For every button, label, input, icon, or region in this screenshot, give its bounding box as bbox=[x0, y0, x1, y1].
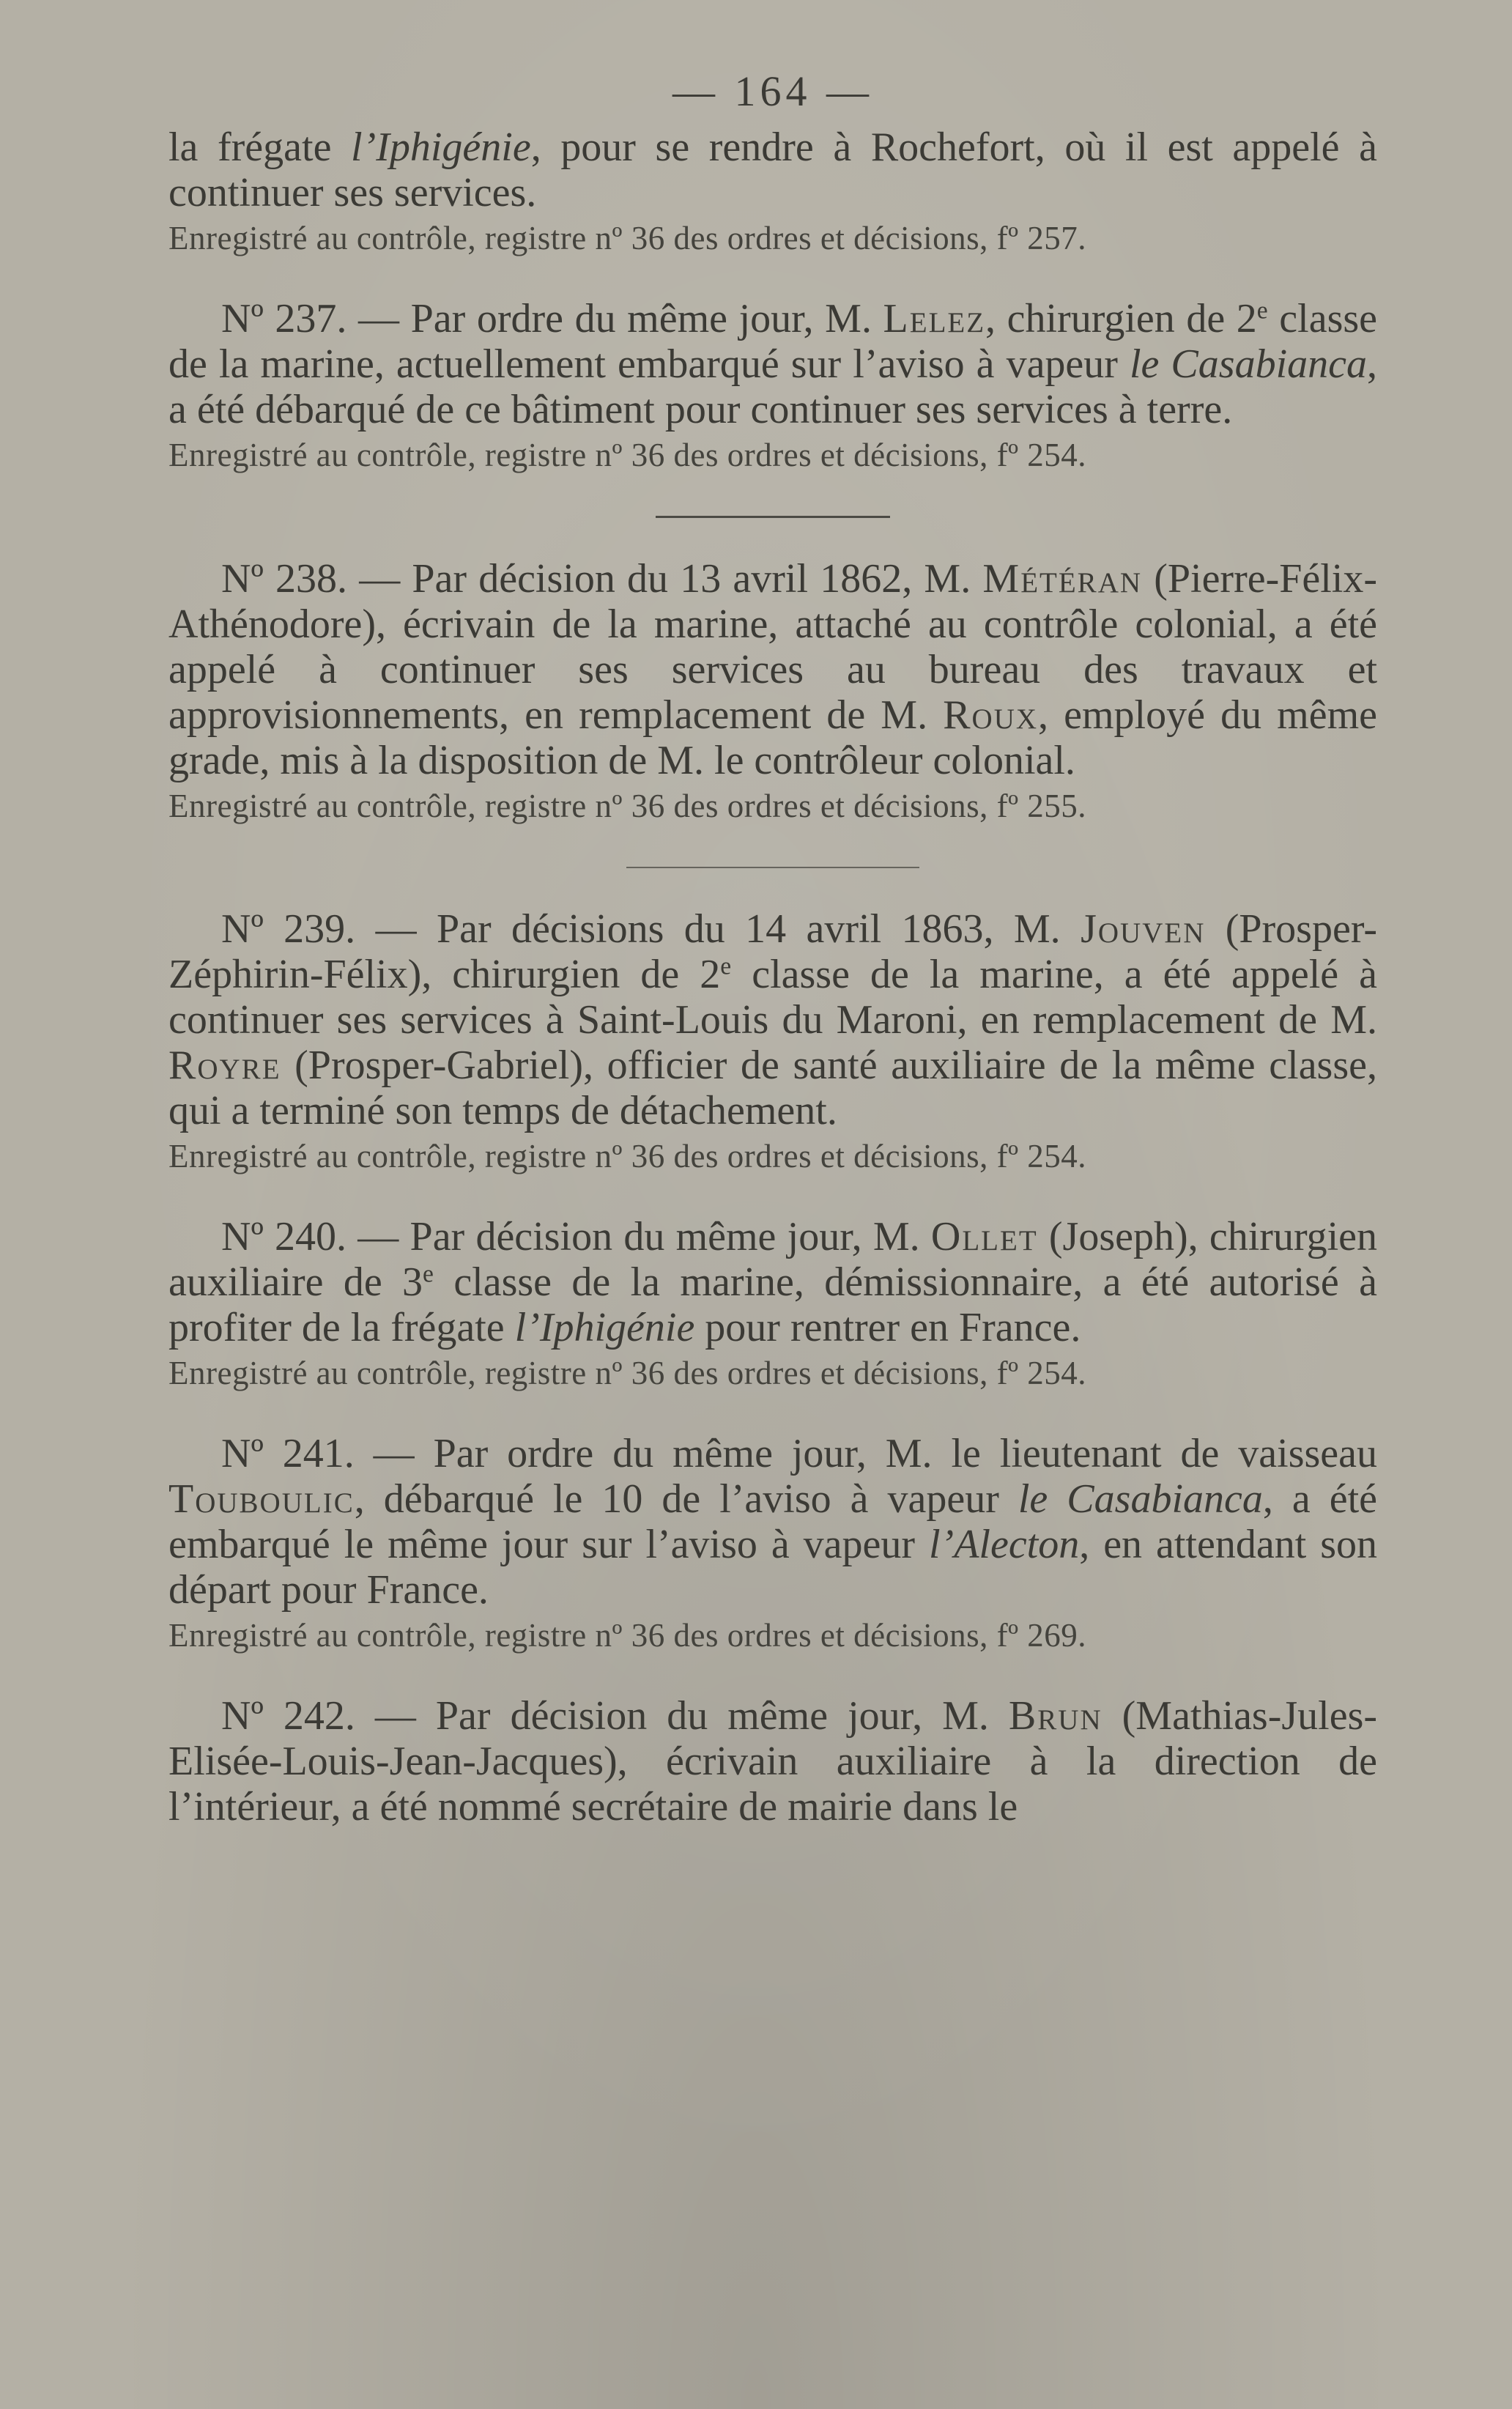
text-run: — Par décision du même jour, M. bbox=[346, 1214, 931, 1259]
superscript: e bbox=[720, 952, 732, 980]
text-run: , en attendant son départ pour France. bbox=[168, 1522, 1378, 1613]
entry-240 bbox=[168, 1214, 1377, 1350]
text-run: , pour se rendre à Rochefort, où il est appelé à continuer ses services. bbox=[168, 125, 1377, 215]
text-run: (Pierre-Félix-Athénodore), écrivain de la marine, attaché au contrôle colonial, a été appelé à continuer ses services au bureau des travaux et approvisionnements, en remplacement de M. bbox=[168, 556, 1377, 738]
person-name: Ollet bbox=[930, 1214, 1038, 1259]
person-name: Royre bbox=[168, 1043, 281, 1088]
person-name: Lelez bbox=[883, 296, 986, 341]
superscript: e bbox=[1256, 297, 1268, 325]
text-run: — Par décision du 13 avril 1862, M. bbox=[347, 556, 983, 602]
text-run: classe de la marine, actuellement embarqué sur l’aviso à vapeur bbox=[168, 296, 1378, 387]
entry-242 bbox=[168, 1693, 1377, 1829]
entry-number: Nº 239. bbox=[221, 906, 356, 952]
superscript: e bbox=[423, 1260, 434, 1288]
text-run: la frégate bbox=[168, 125, 352, 170]
ship-name: l’Iphigénie bbox=[351, 125, 531, 170]
registration-note: Enregistré au contrôle, registre nº 36 des ordres et décisions, fº 257. bbox=[168, 220, 1087, 256]
entry-number: Nº 242. bbox=[221, 1693, 355, 1739]
ship-name: l’Iphigénie bbox=[514, 1305, 695, 1350]
person-name: Brun bbox=[1008, 1693, 1102, 1739]
person-name: Jouven bbox=[1081, 906, 1206, 952]
person-name: Roux bbox=[943, 692, 1039, 738]
registration-note: Enregistré au contrôle, registre nº 36 des ordres et décisions, fº 254. bbox=[168, 1138, 1087, 1174]
text-run: , employé du même grade, mis à la disposition de M. le contrôleur colonial. bbox=[168, 692, 1377, 783]
entry-241 bbox=[168, 1431, 1377, 1613]
registration-note: Enregistré au contrôle, registre nº 36 des ordres et décisions, fº 254. bbox=[168, 437, 1087, 473]
text-run: — Par décision du même jour, M. bbox=[355, 1693, 1009, 1739]
text-run: classe de la marine, a été appelé à continuer ses services à Saint-Louis du Maroni, en remplacement de M. bbox=[168, 952, 1377, 1043]
registration-note: Enregistré au contrôle, registre nº 36 des ordres et décisions, fº 269. bbox=[168, 1617, 1087, 1654]
entry-number: Nº 238. bbox=[221, 556, 347, 602]
ship-name: le Casabianca bbox=[1018, 1476, 1263, 1522]
registration-note: Enregistré au contrôle, registre nº 36 des ordres et décisions, fº 254. bbox=[168, 1355, 1087, 1391]
text-run: — Par ordre du même jour, M. le lieutenant de vaisseau bbox=[354, 1431, 1377, 1476]
person-name: Météran bbox=[982, 556, 1143, 602]
text-run: (Joseph), chirurgien auxiliaire de 3 bbox=[168, 1214, 1378, 1305]
entry-number: Nº 237. bbox=[221, 296, 347, 341]
entry-239 bbox=[168, 906, 1377, 1133]
text-run: , a été débarqué de ce bâtiment pour continuer ses services à terre. bbox=[168, 341, 1377, 432]
entry-number: Nº 240. bbox=[221, 1214, 347, 1259]
page-number: — 164 — bbox=[672, 67, 873, 115]
entry-number: Nº 241. bbox=[221, 1431, 355, 1476]
text-run: (Prosper-Gabriel), officier de santé auxiliaire de la même classe, qui a terminé son temps de détachement. bbox=[168, 1043, 1377, 1133]
ship-name: le Casabianca bbox=[1129, 341, 1367, 387]
continuation-paragraph bbox=[168, 125, 1377, 215]
text-run: , débarqué le 10 de l’aviso à vapeur bbox=[354, 1476, 1018, 1522]
text-run: (Prosper-Zéphirin-Félix), chirurgien de 2 bbox=[168, 906, 1378, 997]
registration-note: Enregistré au contrôle, registre nº 36 des ordres et décisions, fº 255. bbox=[168, 788, 1087, 824]
text-run: , a été embarqué le même jour sur l’aviso à vapeur bbox=[168, 1476, 1377, 1567]
entry-237 bbox=[168, 296, 1377, 432]
person-name: Touboulic bbox=[168, 1476, 355, 1522]
text-run: — Par ordre du même jour, M. bbox=[346, 296, 883, 341]
entry-238 bbox=[168, 556, 1377, 783]
text-run: classe de la marine, démissionnaire, a été autorisé à profiter de la frégate bbox=[168, 1259, 1377, 1350]
text-run: , chirurgien de 2 bbox=[985, 296, 1257, 341]
text-run: — Par décisions du 14 avril 1863, M. bbox=[355, 906, 1081, 952]
text-run: pour rentrer en France. bbox=[694, 1305, 1081, 1350]
ship-name: l’Alecton bbox=[928, 1522, 1080, 1567]
document-page bbox=[168, 66, 1377, 1829]
text-run: (Mathias-Jules-Elisée-Louis-Jean-Jacques), écrivain auxiliaire à la direction de l’intérieur, a été nommé secrétaire de mairie dans le bbox=[168, 1693, 1378, 1829]
